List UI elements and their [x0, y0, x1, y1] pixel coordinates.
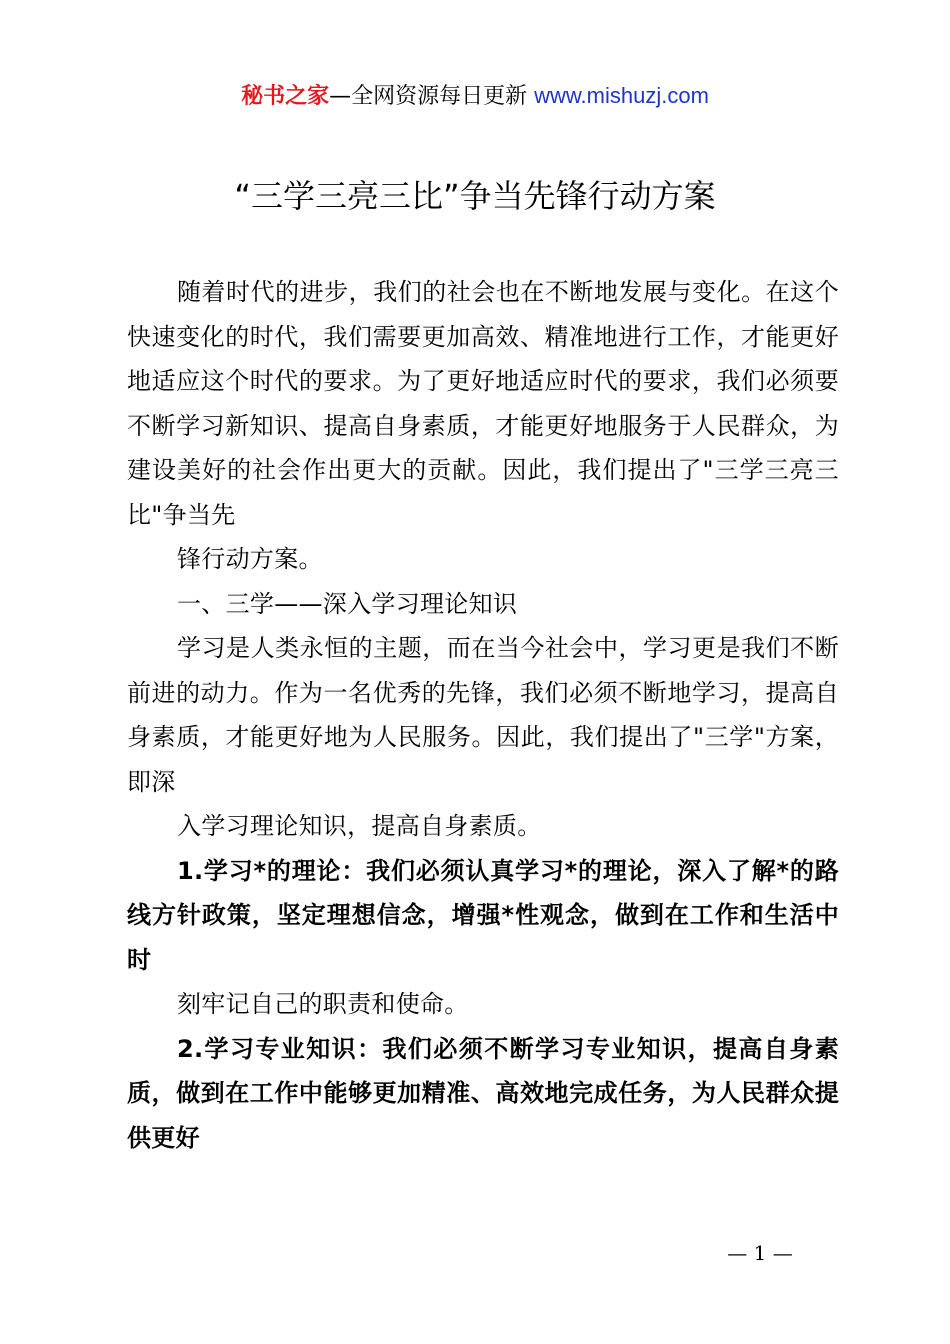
document-title: “三学三亮三比”争当先锋行动方案	[234, 177, 716, 215]
header-brand: 秘书之家	[241, 84, 330, 109]
paragraph-intro-continued: 锋行动方案。	[177, 545, 323, 573]
header-slogan: —全网资源每日更新	[329, 84, 535, 109]
header-site-link[interactable]: www.mishuzj.com	[534, 83, 709, 108]
page-number: — 1 —	[727, 1241, 793, 1265]
item-two-professional: 2.学习专业知识：我们必须不断学习专业知识，提高自身素质，做到在工作中能够更加精准、高效地完成任务，为人民群众提供更好	[127, 1034, 839, 1152]
document-body	[127, 270, 839, 1160]
paragraph-learning: 学习是人类永恒的主题，而在当今社会中，学习更是我们不断前进的动力。作为一名优秀的先锋，我们必须不断地学习，提高自身素质，才能更好地为人民服务。因此，我们提出了"三学"方案，即深	[127, 634, 839, 796]
paragraph-learning-continued: 入学习理论知识，提高自身素质。	[177, 812, 542, 840]
section-heading-one: 一、三学——深入学习理论知识	[177, 589, 518, 618]
site-header	[0, 80, 950, 113]
item-one-continued: 刻牢记自己的职责和使命。	[177, 990, 469, 1018]
paragraph-intro: 随着时代的进步，我们的社会也在不断地发展与变化。在这个快速变化的时代，我们需要更加高效、精准地进行工作，才能更好地适应这个时代的要求。为了更好地适应时代的要求，我们必须要不断学习新知识、提高自身素质，才能更好地服务于人民群众，为建设美好的社会作出更大的贡献。因此，我们提出了"三学三亮三比"争当先	[127, 278, 839, 529]
item-one-theory: 1.学习*的理论：我们必须认真学习*的理论，深入了解*的路线方针政策，坚定理想信念，增强*性观念，做到在工作和生活中时	[127, 856, 839, 974]
